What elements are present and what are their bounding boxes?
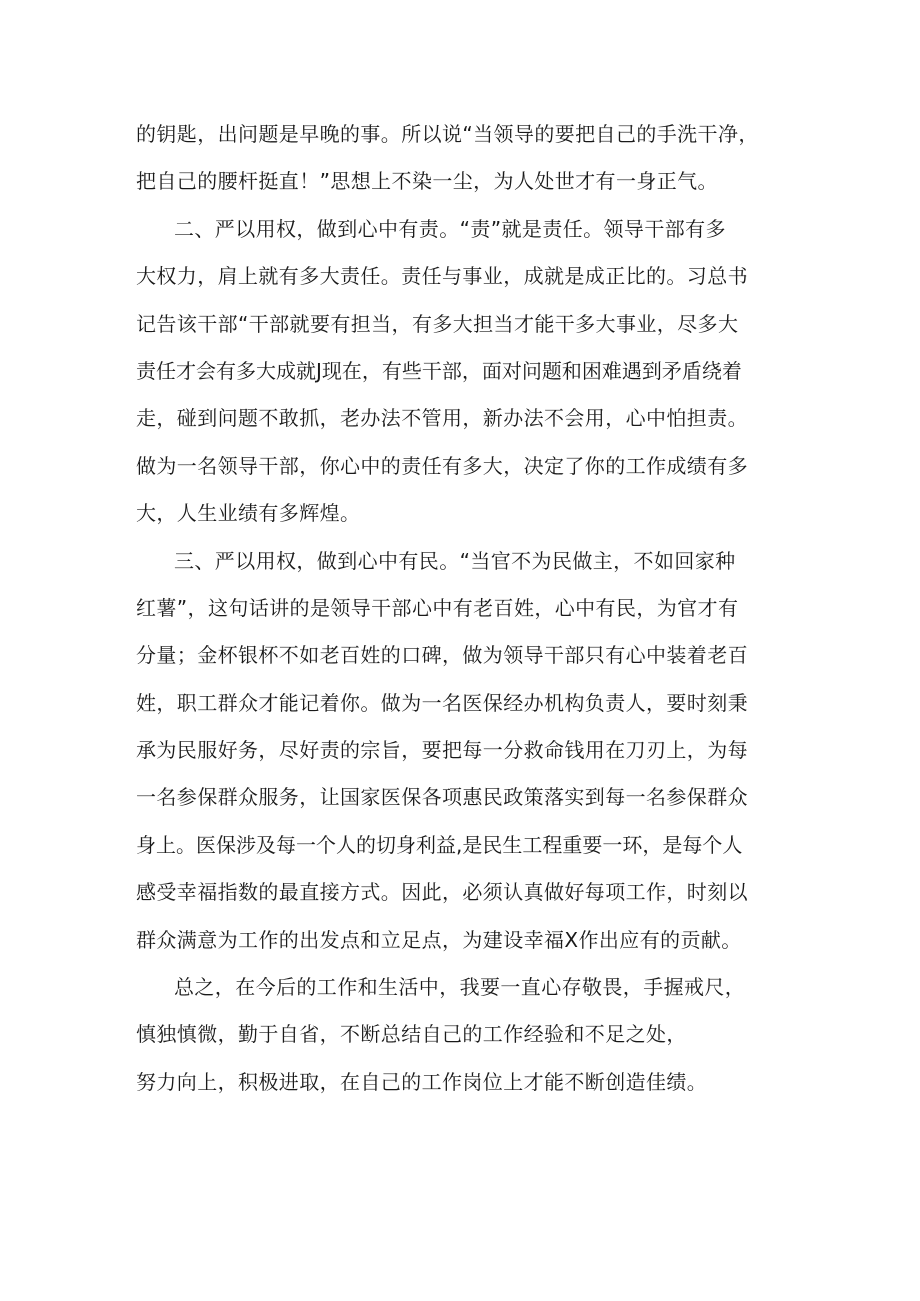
- text-line: 大，人生业绩有多辉煌。: [136, 501, 361, 526]
- text-line: 姓，职工群众才能记着你。做为一名医保经办机构负责人，要时刻秉: [136, 690, 748, 715]
- text-line: 责任才会有多大成就J现在，有些干部，面对问题和困难遇到矛盾绕着: [136, 358, 742, 383]
- text-line: 把自己的腰杆挺直！”思想上不染一尘，为人处世才有一身正气。: [136, 169, 718, 194]
- text-line: 努力向上，积极进取，在自己的工作岗位上才能不断创造佳绩。: [136, 1069, 708, 1094]
- text-line: 一名参保群众服务，让国家医保各项惠民政策落实到每一名参保群众: [136, 785, 748, 810]
- paragraph-start-line: 总之，在今后的工作和生活中，我要一直心存敬畏，手握戒尺，: [174, 975, 746, 1000]
- paragraph-start-line: 三、严以用权，做到心中有民。“当官不为民做主，不如回家种: [174, 548, 736, 573]
- paragraph-start-line: 二、严以用权，做到心中有责。“责”就是责任。领导干部有多: [174, 216, 726, 241]
- text-line: 红薯”，这句话讲的是领导干部心中有老百姓，心中有民，为官才有: [136, 595, 739, 620]
- text-line: 感受幸福指数的最直接方式。因此，必须认真做好每项工作，时刻以: [136, 880, 748, 905]
- text-line: 的钥匙，出问题是早晚的事。所以说“当领导的要把自己的手洗干净，: [136, 122, 759, 146]
- text-line: 记告该干部“干部就要有担当，有多大担当才能干多大事业，尽多大: [136, 311, 739, 336]
- text-line: 承为民服好务，尽好责的宗旨，要把每一分救命钱用在刀刃上，为每: [136, 738, 748, 763]
- text-line: 群众满意为工作的出发点和立足点，为建设幸福X作出应有的贡献。: [136, 927, 742, 952]
- text-line: 大权力，肩上就有多大责任。责任与事业，成就是成正比的。习总书: [136, 264, 748, 289]
- body-text: [136, 111, 826, 1106]
- text-line: 慎独慎微，勤于自省，不断总结自己的工作经验和不足之处，: [136, 1022, 687, 1047]
- text-line: 做为一名领导干部，你心中的责任有多大，决定了你的工作成绩有多: [136, 453, 748, 478]
- text-line: 身上。医保涉及每一个人的切身利益,是民生工程重要一环，是每个人: [136, 832, 743, 857]
- text-line: 走，碰到问题不敢抓，老办法不管用，新办法不会用，心中怕担责。: [136, 406, 748, 431]
- text-line: 分量；金杯银杯不如老百姓的口碑，做为领导干部只有心中装着老百: [136, 643, 748, 668]
